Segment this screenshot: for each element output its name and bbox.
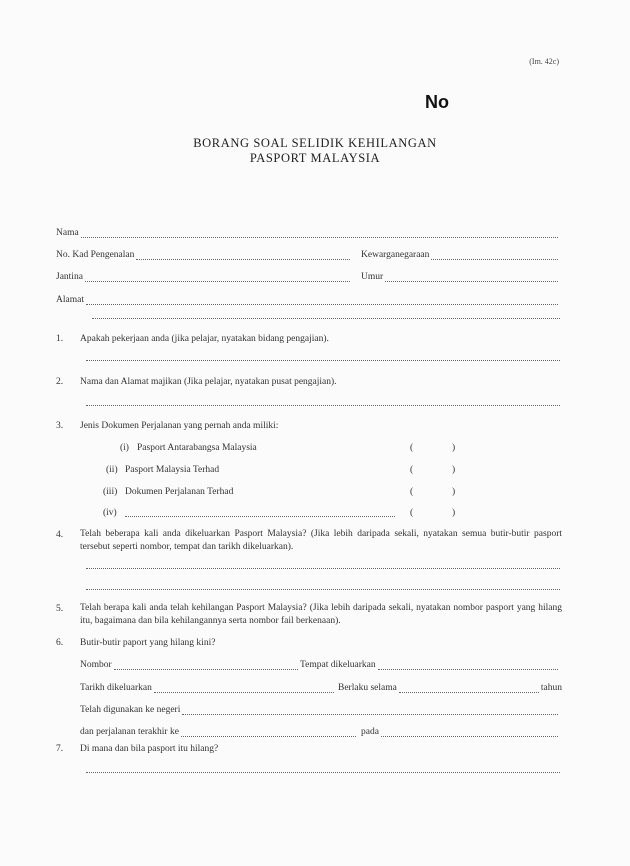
question-3-number: 3. (56, 421, 64, 431)
kewarganegaraan-row (361, 246, 560, 260)
alamat-label: Alamat (56, 295, 84, 305)
tahun-label: tahun (540, 683, 562, 693)
option-iii-roman: (iii) (103, 487, 118, 497)
umur-label: Umur (361, 272, 384, 282)
question-2-answer-line[interactable] (86, 405, 560, 406)
option-iv-paren-open: ( (410, 508, 414, 518)
question-7-text: Di mana dan bila pasport itu hilang? (80, 744, 219, 754)
nama-row (56, 224, 560, 238)
option-ii-label: Pasport Malaysia Terhad (125, 465, 220, 475)
form-title-line-1: BORANG SOAL SELIDIK KEHILANGAN (193, 136, 437, 150)
option-iv-field[interactable] (125, 516, 395, 517)
negeri-field[interactable] (182, 706, 558, 715)
tempat-dikeluarkan-row (300, 656, 560, 670)
question-4-text: Telah beberapa kali anda dikeluarkan Pasport Malaysia? (Jika lebih daripada sekali, nyatakan semua butir-butir pasport tersebut seperti nombor, tempat dan tarikh dikeluarkan). (80, 529, 562, 552)
question-3-text: Jenis Dokumen Perjalanan yang pernah anda miliki: (80, 421, 279, 431)
option-iv-roman: (iv) (103, 508, 117, 518)
option-iv-paren-close: ) (452, 508, 456, 518)
pada-label: pada (361, 727, 379, 737)
option-ii-checkbox[interactable] (416, 463, 450, 477)
kad-pengenalan-row (56, 246, 352, 260)
serial-number-label: No (425, 92, 449, 112)
kewarganegaraan-field[interactable] (431, 251, 558, 260)
nombor-label: Nombor (80, 660, 112, 670)
question-4-number: 4. (56, 530, 64, 540)
nama-label: Nama (56, 228, 79, 238)
alamat-field[interactable] (86, 296, 558, 305)
pada-field[interactable] (381, 728, 558, 737)
tarikh-dikeluarkan-row (80, 679, 336, 693)
berlaku-selama-row (338, 679, 562, 693)
berlaku-selama-label: Berlaku selama (338, 683, 397, 693)
jantina-row (56, 268, 352, 282)
question-4-answer-line-1[interactable] (86, 568, 560, 569)
option-iii-checkbox[interactable] (416, 485, 450, 499)
question-5-number: 5. (56, 604, 64, 614)
option-iii-label: Dokumen Perjalanan Terhad (125, 487, 234, 497)
jantina-label: Jantina (56, 272, 83, 282)
kewarganegaraan-label: Kewarganegaraan (361, 250, 430, 260)
option-i-label: Pasport Antarabangsa Malaysia (137, 443, 257, 453)
question-1-number: 1. (56, 334, 64, 344)
question-6-text: Butir-butir paport yang hilang kini? (80, 638, 216, 648)
form-reference-number: (Im. 42c) (529, 57, 559, 66)
negeri-label: Telah digunakan ke negeri (80, 705, 181, 715)
perjalanan-terakhir-field[interactable] (181, 728, 356, 737)
alamat-field-line-2[interactable] (92, 318, 560, 319)
option-i-paren-open: ( (410, 443, 414, 453)
jantina-field[interactable] (85, 273, 350, 282)
negeri-row (80, 701, 560, 715)
umur-row (361, 268, 560, 282)
question-4-answer-line-2[interactable] (86, 589, 560, 590)
option-ii-paren-close: ) (452, 465, 456, 475)
option-i-roman: (i) (120, 443, 129, 453)
question-6-number: 6. (56, 638, 64, 648)
tarikh-dikeluarkan-label: Tarikh dikeluarkan (80, 683, 152, 693)
nombor-row (80, 656, 300, 670)
option-iii-paren-open: ( (410, 487, 414, 497)
option-ii-roman: (ii) (106, 465, 118, 475)
kad-pengenalan-label: No. Kad Pengenalan (56, 250, 135, 260)
question-7-number: 7. (56, 744, 64, 754)
option-i-paren-close: ) (452, 443, 456, 453)
pada-row (361, 723, 560, 737)
question-2-number: 2. (56, 377, 64, 387)
tarikh-dikeluarkan-field[interactable] (154, 684, 334, 693)
form-title-line-2: PASPORT MALAYSIA (249, 151, 381, 165)
question-1-text: Apakah pekerjaan anda (jika pelajar, nyatakan bidang pengajian). (80, 334, 329, 344)
tempat-dikeluarkan-label: Tempat dikeluarkan (300, 660, 376, 670)
umur-field[interactable] (385, 273, 558, 282)
kad-pengenalan-field[interactable] (136, 251, 350, 260)
nombor-field[interactable] (114, 661, 298, 670)
question-1-answer-line[interactable] (86, 360, 560, 361)
question-7-answer-line[interactable] (86, 772, 560, 773)
perjalanan-terakhir-row (80, 723, 358, 737)
question-2-text: Nama dan Alamat majikan (Jika pelajar, nyatakan pusat pengajian). (80, 377, 337, 387)
option-iii-paren-close: ) (452, 487, 456, 497)
nama-field[interactable] (81, 229, 558, 238)
option-ii-paren-open: ( (410, 465, 414, 475)
berlaku-selama-field[interactable] (399, 684, 539, 693)
question-5-text: Telah berapa kali anda telah kehilangan Pasport Malaysia? (Jika lebih daripada sekali, nyatakan nombor pasport yang hilang itu, bagaimana dan bila kehilangannya serta nombor fail berkenaan). (80, 603, 562, 626)
option-i-checkbox[interactable] (416, 441, 450, 455)
perjalanan-terakhir-label: dan perjalanan terakhir ke (80, 727, 179, 737)
tempat-dikeluarkan-field[interactable] (378, 661, 558, 670)
alamat-row (56, 291, 560, 305)
option-iv-checkbox[interactable] (416, 506, 450, 520)
